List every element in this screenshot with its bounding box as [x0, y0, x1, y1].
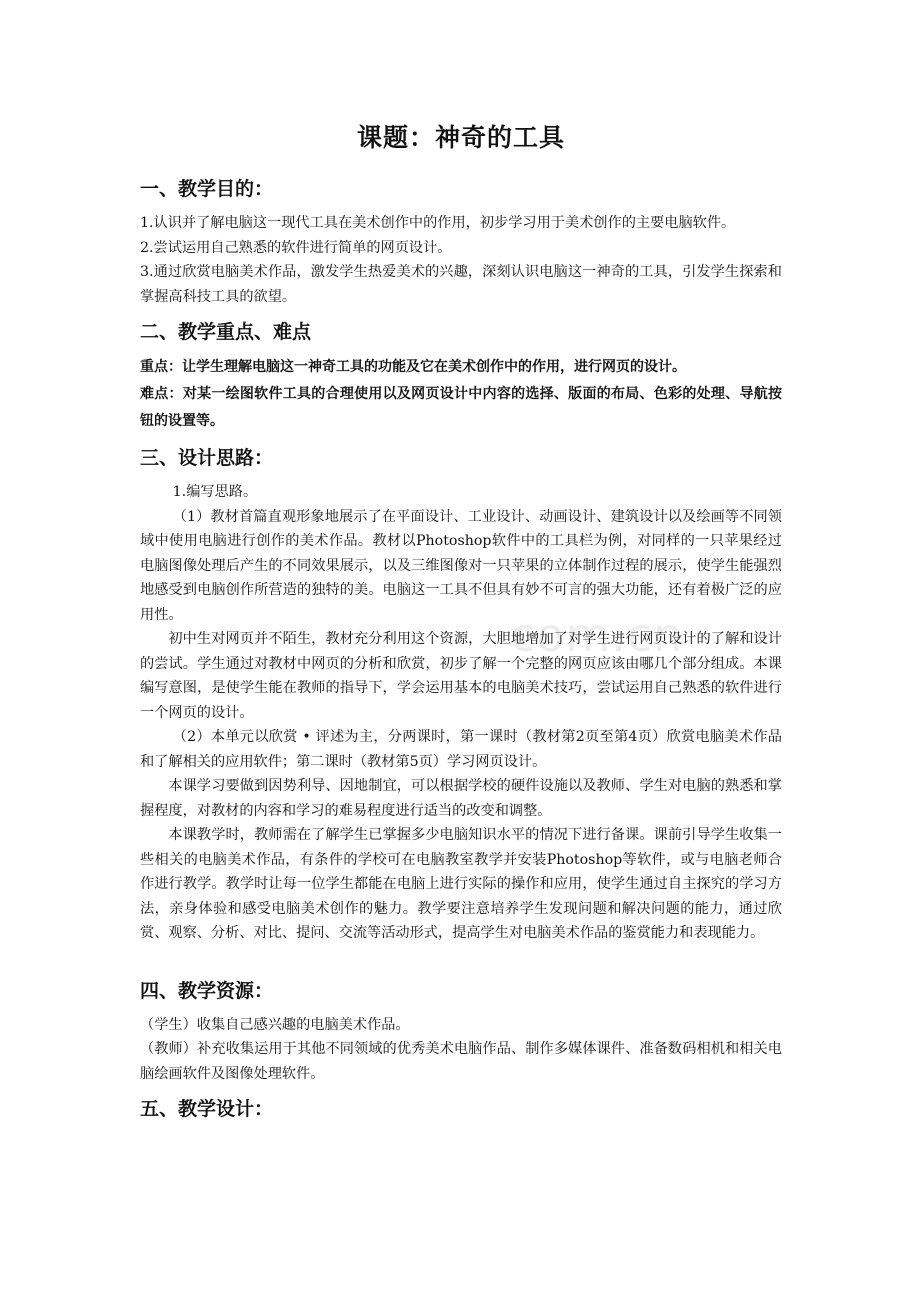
- difficulty-text: 难点：对某一绘图软件工具的合理使用以及网页设计中内容的选择、版面的布局、色彩的处理、导航按钮的设置等。: [140, 386, 782, 429]
- section-heading-objectives: 一、教学目的：: [140, 178, 274, 200]
- design-paragraph: 本课学习要做到因势利导、因地制宜，可以根据学校的硬件设施以及教师、学生对电脑的熟悉和掌握程度，对教材的内容和学习的难易程度进行适当的改变和调整。: [140, 778, 782, 819]
- design-ideas-block: [140, 480, 782, 946]
- document-title: 课题：神奇的工具: [356, 123, 565, 152]
- section-heading-lesson-design: 五、教学设计：: [140, 1098, 274, 1120]
- resource-item: （教师）补充收集运用于其他不同领域的优秀美术电脑作品、制作多媒体课件、准备数码相机和相关电脑绘画软件及图像处理软件。: [140, 1041, 782, 1082]
- design-paragraph: 本课教学时，教师需在了解学生已掌握多少电脑知识水平的情况下进行备课。课前引导学生收集一些相关的电脑美术作品，有条件的学校可在电脑教室教学并安装Photoshop等软件，或与电脑老师合作进行教学。教学时让每一位学生都能在电脑上进行实际的操作和应用，使学生通过自主探究的学习方法，亲身体验和感受电脑美术创作的魅力。教学要注意培养学生发现问题和解决问题的能力，通过欣赏、观察、分析、对比、提问、交流等活动形式，提高学生对电脑美术作品的鉴赏能力和表现能力。: [140, 827, 782, 941]
- section-heading-key-points: 二、教学重点、难点: [140, 321, 312, 343]
- key-points-block: [140, 354, 782, 435]
- objective-item: 3.通过欣赏电脑美术作品，激发学生热爱美术的兴趣，深刻认识电脑这一神奇的工具，引发学生探索和掌握高科技工具的欲望。: [140, 264, 782, 305]
- design-paragraph: （1）教材首篇直观形象地展示了在平面设计、工业设计、动画设计、建筑设计以及绘画等不同领域中使用电脑进行创作的美术作品。教材以Photoshop软件中的工具栏为例，对同样的一只苹果经过电脑图像处理后产生的不同效果展示，以及三维图像对一只苹果的立体制作过程的展示，使学生能强烈地感受到电脑创作所营造的独特的美。电脑这一工具不但具有妙不可言的强大功能，还有着极广泛的应用性。: [140, 508, 782, 623]
- section-heading-resources: 四、教学资源：: [140, 979, 274, 1002]
- document-page: [140, 118, 782, 1131]
- resources-block: [140, 1013, 782, 1087]
- objectives-list: [140, 211, 782, 309]
- section-heading-design-ideas: 三、设计思路：: [140, 447, 274, 469]
- key-point-text: 重点：让学生理解电脑这一神奇工具的功能及它在美术创作中的作用，进行网页的设计。: [140, 359, 686, 375]
- resource-item: （学生）收集自己感兴趣的电脑美术作品。: [140, 1016, 410, 1033]
- design-paragraph: 1.编写思路。: [172, 484, 258, 500]
- design-paragraph: 初中生对网页并不陌生，教材充分利用这个资源，大胆地增加了对学生进行网页设计的了解和设计的尝试。学生通过对教材中网页的分析和欣赏，初步了解一个完整的网页应该由哪几个部分组成。本课编写意图，是使学生能在教师的指导下，学会运用基本的电脑美术技巧，尝试运用自己熟悉的软件进行一个网页的设计。: [140, 631, 782, 721]
- objective-item: 2.尝试运用自己熟悉的软件进行简单的网页设计。: [140, 239, 452, 256]
- design-paragraph: （2）本单元以欣赏 • 评述为主，分两课时，第一课时（教材第2页至第4页）欣赏电脑美术作品和了解相关的应用软件；第二课时（教材第5页）学习网页设计。: [140, 729, 782, 770]
- watermark-text: com.cn: [510, 608, 684, 662]
- spacer: [140, 954, 782, 976]
- objective-item: 1.认识并了解电脑这一现代工具在美术创作中的作用，初步学习用于美术创作的主要电脑软件。: [140, 215, 736, 231]
